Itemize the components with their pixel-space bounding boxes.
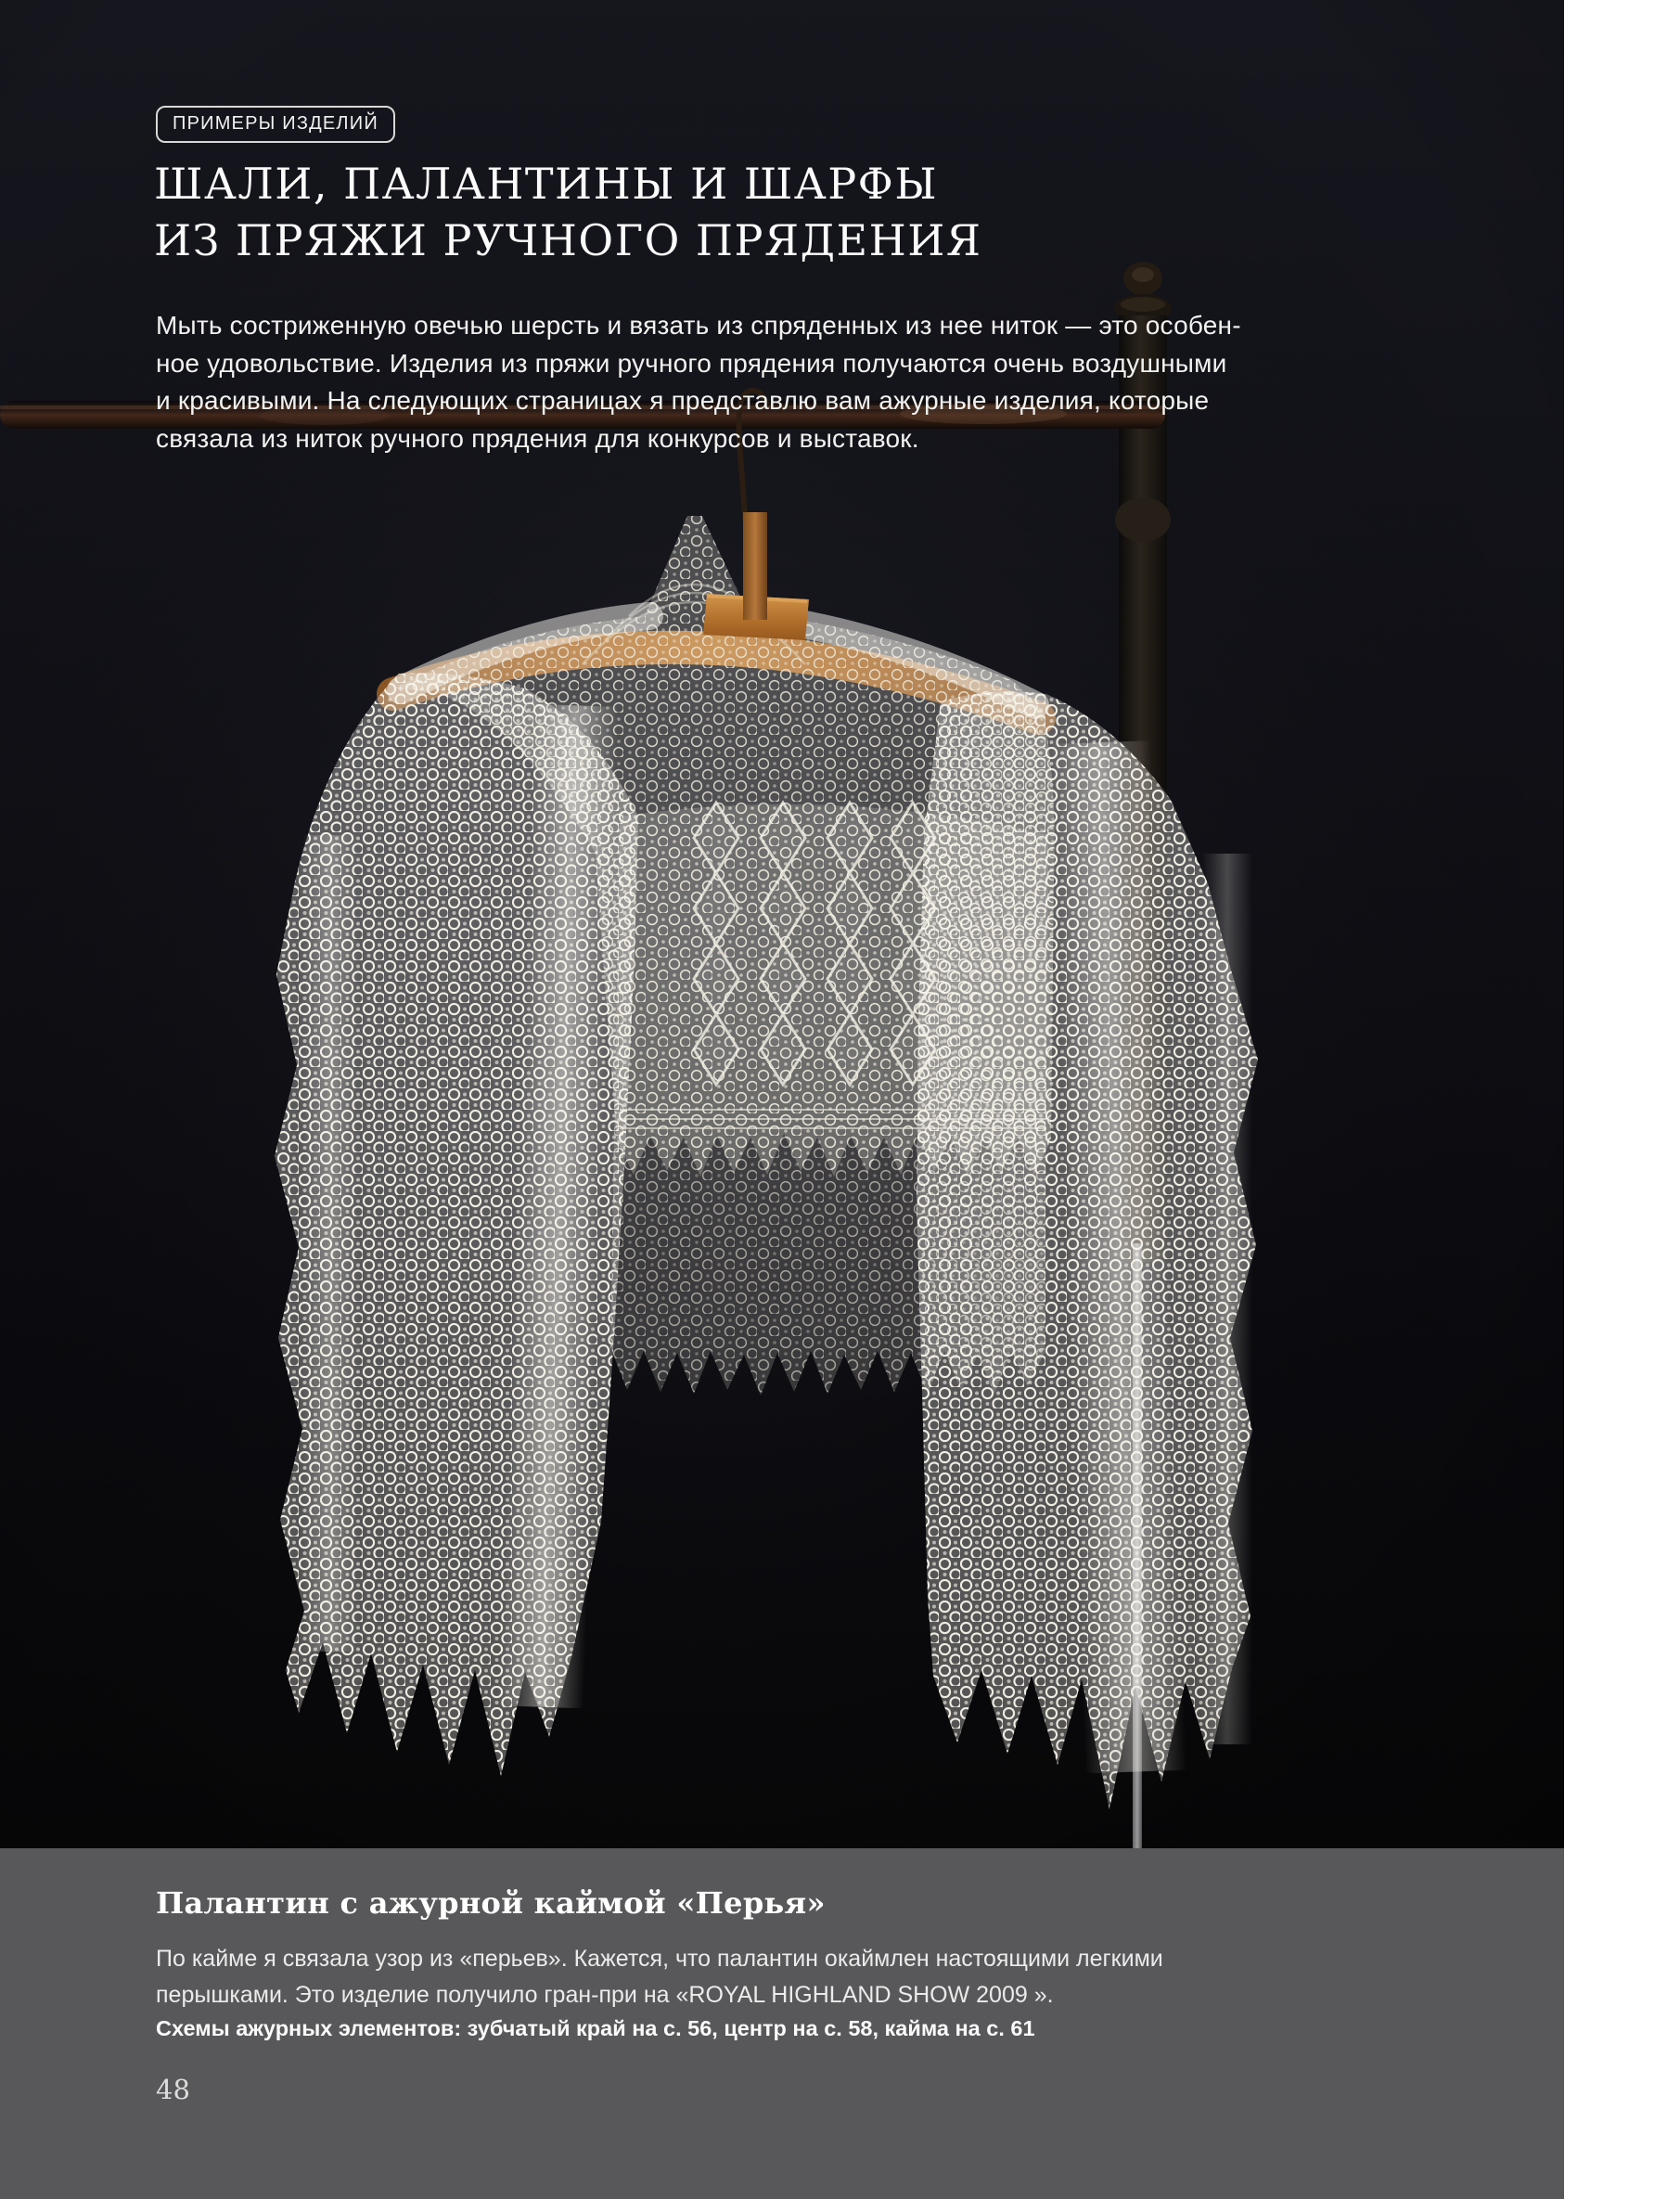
- page-number: 48: [156, 2074, 190, 2105]
- schemes-note: Схемы ажурных элементов: зубчатый край на с. 56, центр на с. 58, кайма на с. 61: [156, 2016, 1035, 2040]
- intro-paragraph: [156, 307, 1241, 457]
- title-line-1: ШАЛИ, ПАЛАНТИНЫ И ШАРФЫ: [154, 159, 939, 209]
- category-badge: [156, 106, 395, 143]
- caption-body-line: По кайме я связала узор из «перьев». Кажется, что палантин окаймлен настоящими легкими: [156, 1946, 1163, 1972]
- caption-heading: Палантин с ажурной каймой «Перья»: [156, 1885, 826, 1921]
- intro-line: и красивыми. На следующих страницах я представлю вам ажурные изделия, которые: [156, 386, 1210, 415]
- category-badge-label: ПРИМЕРЫ ИЗДЕЛИЙ: [173, 113, 378, 134]
- caption-body: [156, 1941, 1163, 2013]
- title-line-2: ИЗ ПРЯЖИ РУЧНОГО ПРЯДЕНИЯ: [154, 215, 982, 265]
- caption-body-line: перышками. Это изделие получило гран-при на «ROYAL HIGHLAND SHOW 2009 ».: [156, 1981, 1054, 2008]
- page-title: [154, 156, 981, 269]
- intro-line: Мыть состриженную овечью шерсть и вязать из спряденных из нее ниток — это особен-: [156, 311, 1241, 340]
- intro-line: связала из ниток ручного прядения для конкурсов и выставок.: [156, 423, 919, 453]
- intro-line: ное удовольствие. Изделия из пряжи ручного прядения получаются очень воздушными: [156, 348, 1227, 378]
- caption-band: [0, 1848, 1564, 2199]
